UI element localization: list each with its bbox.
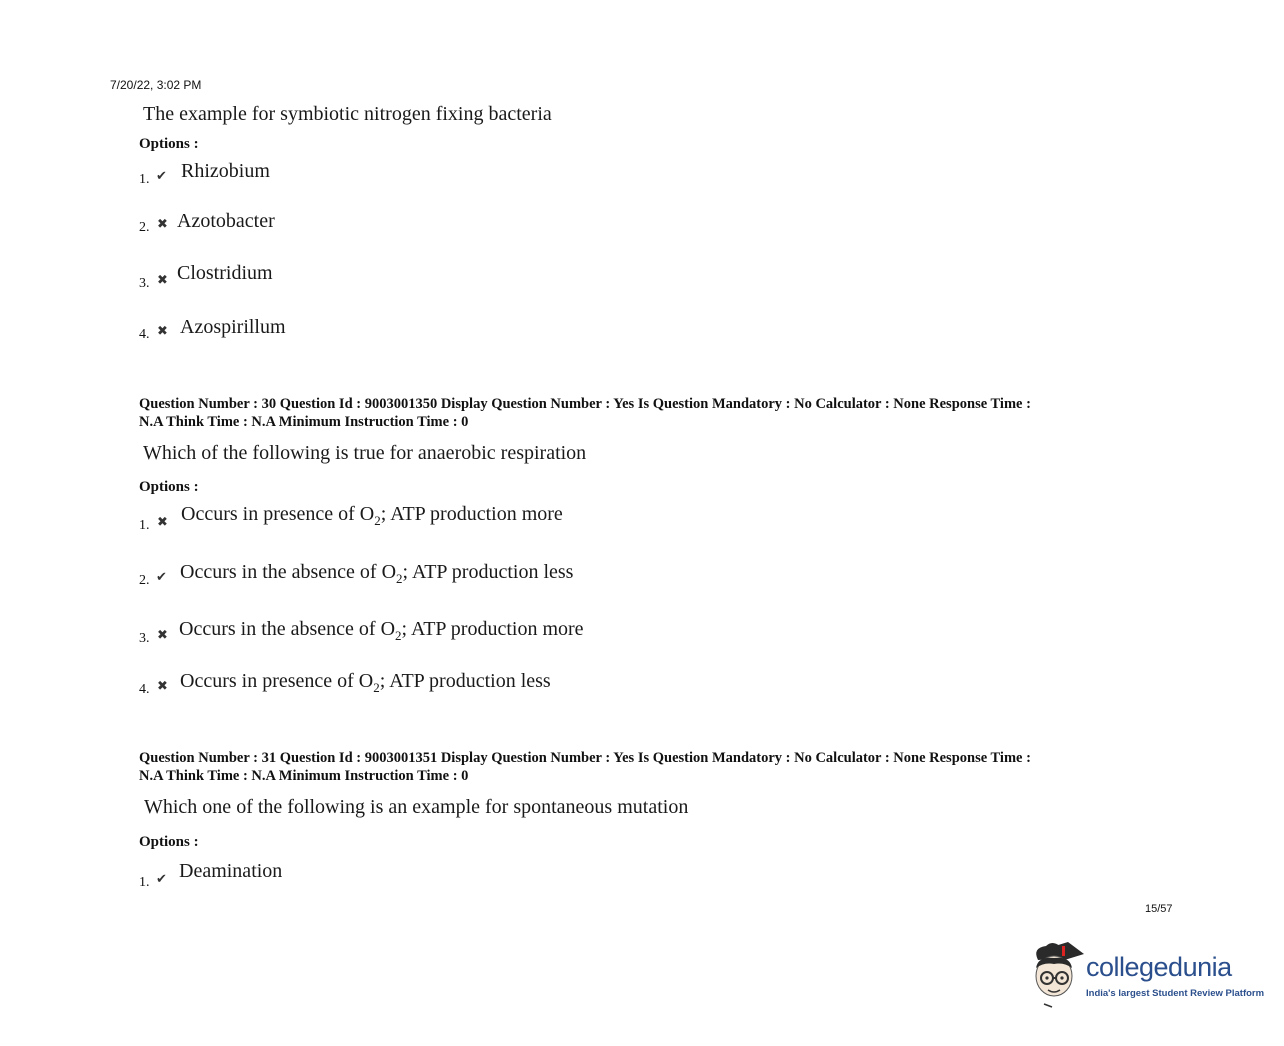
student-mascot-icon [1024, 938, 1086, 1008]
option-text: Clostridium [177, 262, 273, 284]
meta-line: N.A Think Time : N.A Minimum Instruction Time : 0 [139, 414, 469, 430]
correct-check-icon: ✔ [156, 570, 167, 585]
option-text: Deamination [179, 860, 283, 882]
meta-line: N.A Think Time : N.A Minimum Instruction Time : 0 [139, 768, 469, 784]
option-number: 2. [139, 573, 150, 588]
option-text: Rhizobium [181, 160, 270, 182]
page-number: 15/57 [1145, 903, 1173, 915]
meta-line: Question Number : 31 Question Id : 9003001351 Display Question Number : Yes Is Question Mandatory : No Calculator : None Response Time : [139, 750, 1031, 766]
correct-check-icon: ✔ [156, 169, 167, 184]
wrong-cross-icon: ✖ [157, 679, 168, 694]
correct-check-icon: ✔ [156, 872, 167, 887]
option-text: Occurs in presence of $O_2$; ATP production more [181, 503, 563, 528]
option-number: 1. [139, 875, 150, 890]
options-label: Options : [139, 136, 199, 152]
wrong-cross-icon: ✖ [157, 217, 168, 232]
wrong-cross-icon: ✖ [157, 273, 168, 288]
brand-tagline: India's largest Student Review Platform [1086, 988, 1265, 999]
option-text: Occurs in the absence of $O_2$; ATP production less [180, 561, 574, 586]
options-label: Options : [139, 479, 199, 495]
wrong-cross-icon: ✖ [157, 628, 168, 643]
options-label: Options : [139, 834, 199, 850]
question-29-text: The example for symbiotic nitrogen fixing bacteria [143, 103, 552, 125]
option-number: 4. [139, 327, 150, 342]
brand-logo-text: collegedunia [1086, 952, 1232, 982]
question-30-meta [139, 395, 1149, 431]
option-text: Occurs in the absence of $O_2$; ATP production more [179, 618, 584, 643]
option-number: 3. [139, 276, 150, 291]
option-number: 2. [139, 220, 150, 235]
option-number: 4. [139, 682, 150, 697]
print-timestamp: 7/20/22, 3:02 PM [110, 78, 202, 92]
option-text: Azospirillum [180, 316, 286, 338]
question-31-meta [139, 749, 1149, 785]
wrong-cross-icon: ✖ [157, 324, 168, 339]
meta-line: Question Number : 30 Question Id : 9003001350 Display Question Number : Yes Is Question Mandatory : No Calculator : None Response Time : [139, 396, 1031, 412]
wrong-cross-icon: ✖ [157, 515, 168, 530]
option-number: 1. [139, 172, 150, 187]
option-text: Occurs in presence of $O_2$; ATP production less [180, 670, 551, 695]
option-text: Azotobacter [177, 210, 275, 232]
question-31-text: Which one of the following is an example for spontaneous mutation [144, 796, 689, 818]
question-30-text: Which of the following is true for anaerobic respiration [143, 442, 587, 464]
option-number: 1. [139, 518, 150, 533]
option-number: 3. [139, 631, 150, 646]
